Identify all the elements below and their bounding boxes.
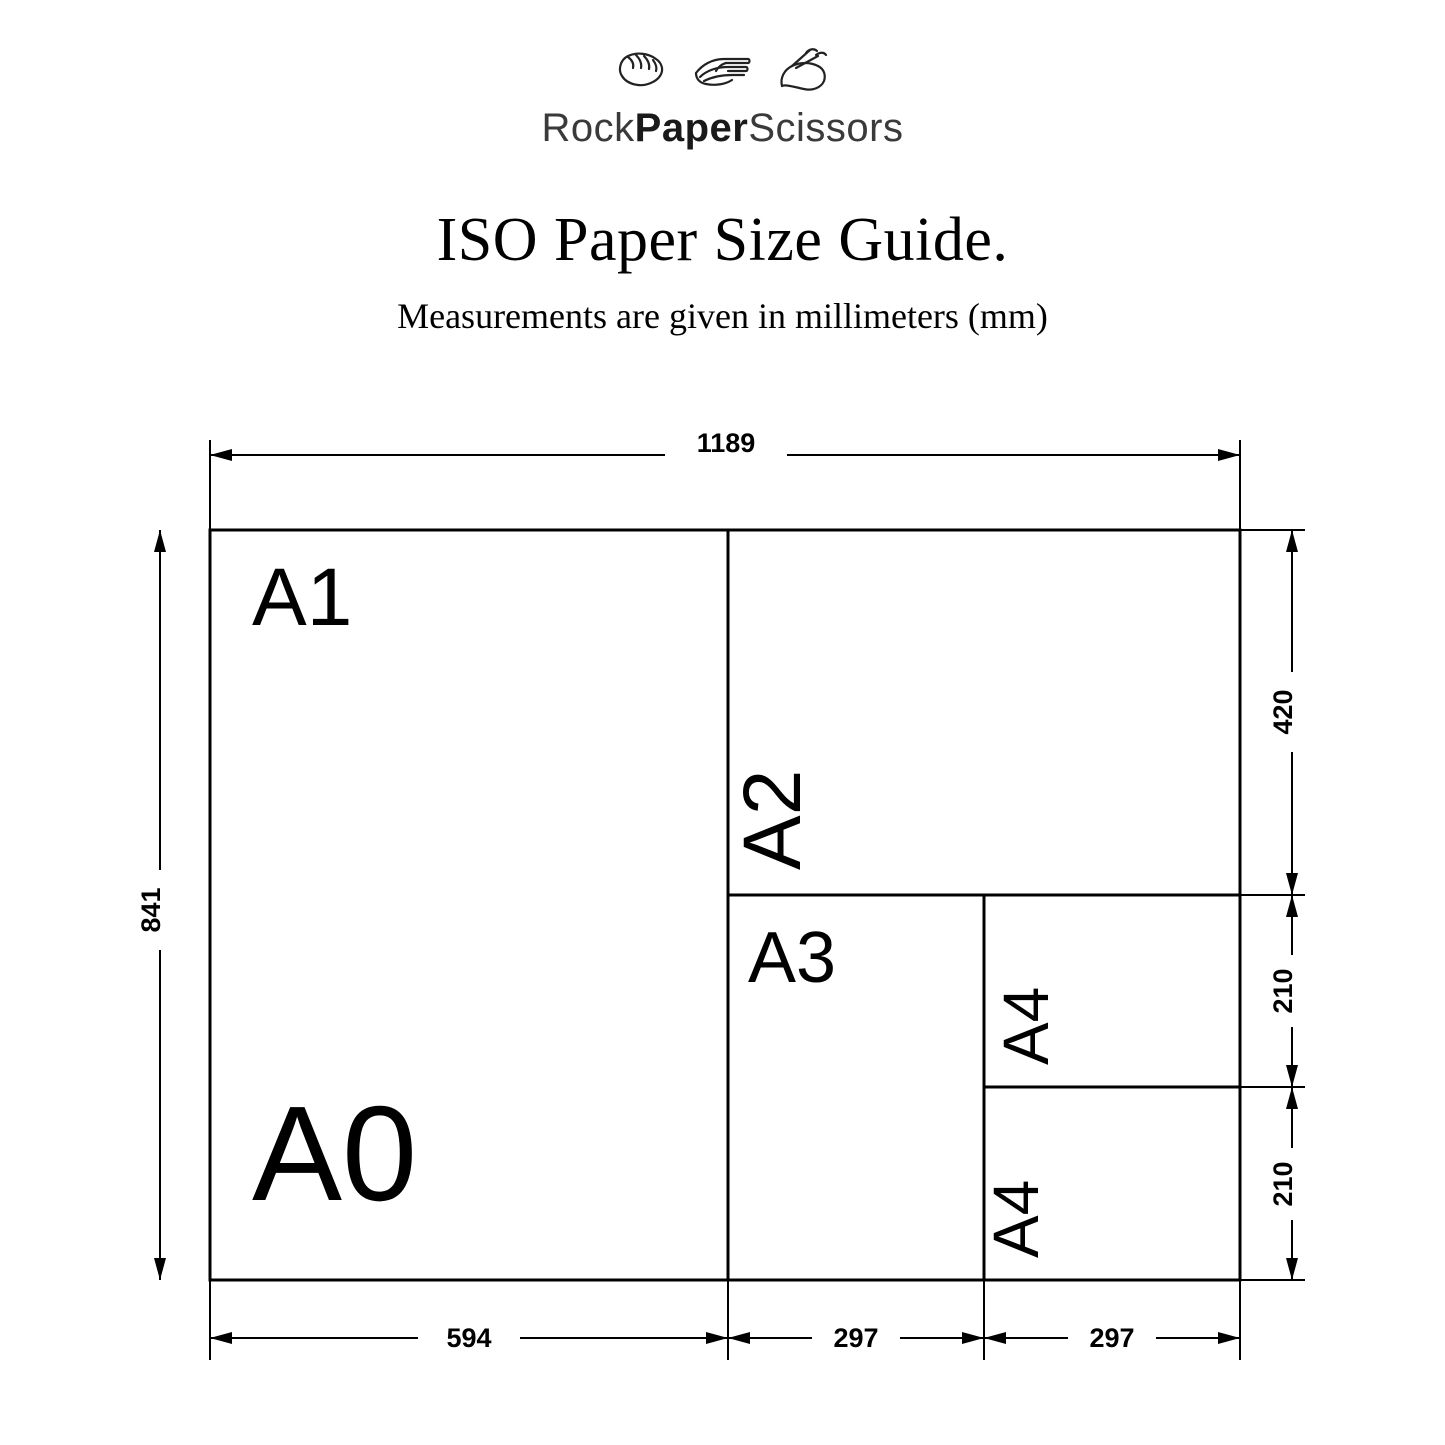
brand-name-scissors: Scissors — [748, 106, 904, 150]
dim-297-left-text: 297 — [833, 1323, 879, 1353]
brand-name-paper: Paper — [634, 106, 749, 150]
dim-1189-text: 1189 — [696, 428, 756, 458]
dimension-bottom-297-left — [728, 1280, 984, 1360]
brand-name — [0, 106, 1445, 151]
a4-upper-label: A4 — [990, 986, 1062, 1065]
brand-name-rock: Rock — [541, 106, 635, 150]
dimension-bottom-594 — [210, 1280, 728, 1360]
scissors-hand-icon — [776, 44, 834, 96]
a0-label: A0 — [252, 1078, 418, 1229]
page-subtitle: Measurements are given in millimeters (mm) — [397, 296, 1048, 336]
dimension-right-210-upper — [1240, 895, 1308, 1087]
a1-label: A1 — [252, 552, 353, 643]
paper-size-diagram — [0, 400, 1445, 1400]
dim-210-lower-text: 210 — [1268, 1161, 1298, 1207]
brand-header — [0, 40, 1445, 151]
dimension-right-210-lower — [1240, 1087, 1308, 1280]
dimension-left-841 — [136, 530, 176, 1280]
page-title: ISO Paper Size Guide. — [436, 206, 1009, 274]
dim-297-right-text: 297 — [1089, 1323, 1135, 1353]
dimension-right-420 — [1240, 530, 1308, 895]
rock-hand-icon — [612, 44, 670, 96]
a3-label: A3 — [748, 918, 837, 998]
dim-210-upper-text: 210 — [1268, 968, 1298, 1014]
paper-hand-icon — [692, 49, 754, 91]
dimension-bottom-297-right — [984, 1280, 1240, 1360]
dim-594-text: 594 — [446, 1323, 492, 1353]
dimension-top-1189 — [210, 428, 1240, 530]
brand-icons — [0, 40, 1445, 100]
a2-label: A2 — [727, 769, 818, 870]
dim-420-text: 420 — [1268, 689, 1298, 735]
a4-lower-label: A4 — [980, 1179, 1052, 1258]
dim-841-text: 841 — [136, 887, 166, 933]
